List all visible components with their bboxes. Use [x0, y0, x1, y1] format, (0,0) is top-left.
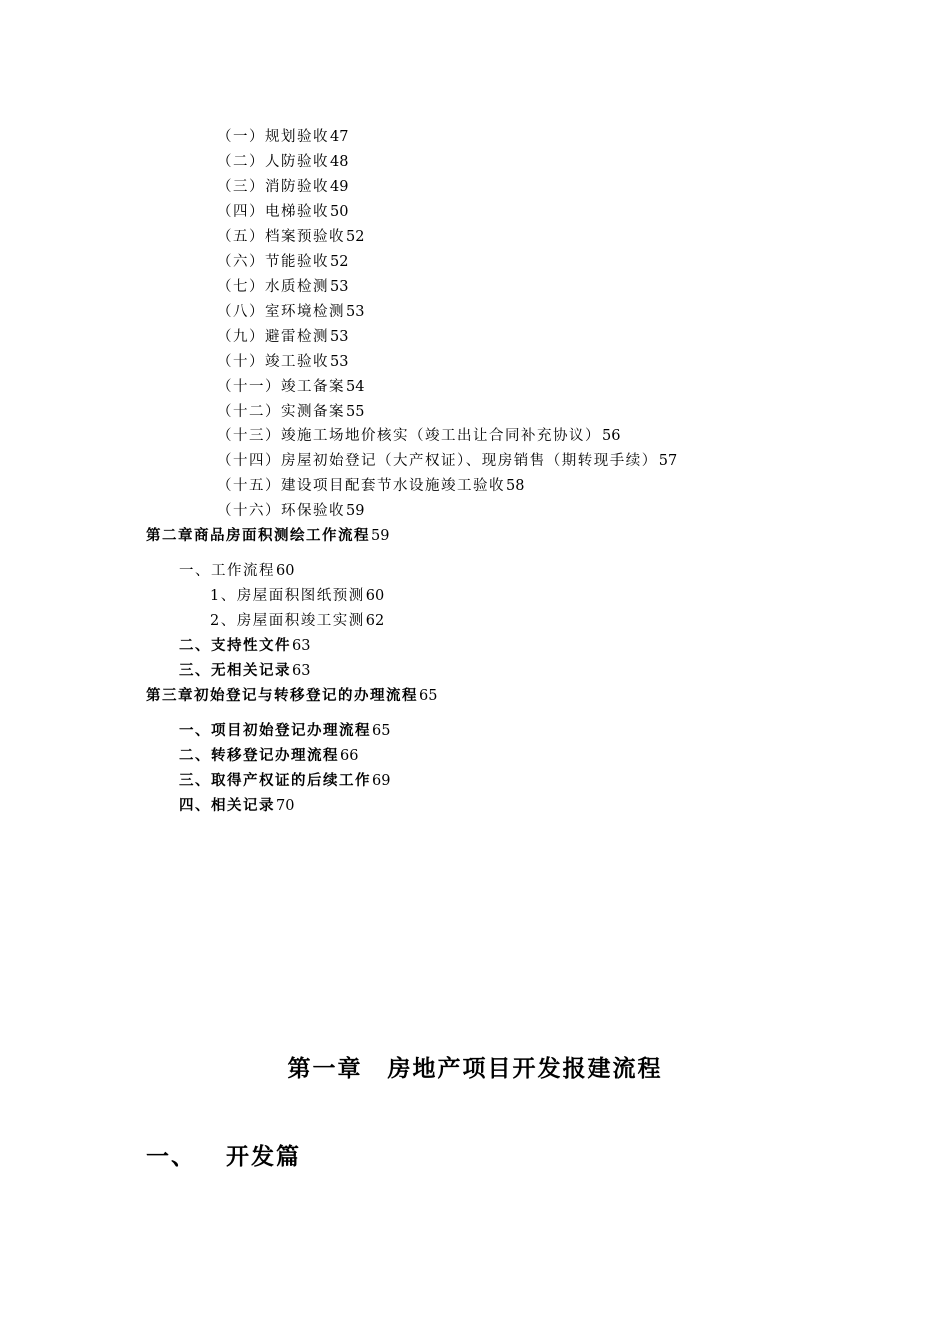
toc-item-page: 62 [365, 613, 385, 629]
toc-section[interactable] [179, 771, 390, 791]
section-number: 一、 [146, 1143, 196, 1170]
toc-entry-page: 54 [346, 379, 365, 395]
toc-section-page: 65 [372, 723, 391, 739]
toc-entry-page: 55 [346, 404, 365, 420]
toc-chapter-3[interactable] [146, 686, 437, 706]
toc-entry-page: 57 [658, 453, 678, 469]
toc-entry-page: 53 [346, 304, 365, 320]
toc-chapter-label: 第三章初始登记与转移登记的办理流程 [146, 687, 418, 704]
toc-chapter-2[interactable] [146, 526, 389, 546]
toc-entry[interactable] [217, 426, 620, 446]
toc-entry-page: 52 [346, 229, 365, 245]
toc-item[interactable] [210, 611, 384, 631]
toc-section-page: 63 [292, 638, 311, 654]
toc-section[interactable] [179, 661, 310, 681]
toc-entry[interactable] [217, 277, 348, 297]
toc-entry[interactable] [217, 352, 348, 372]
toc-section-page: 70 [276, 798, 295, 814]
toc-entry-page: 53 [330, 279, 349, 295]
toc-section[interactable] [179, 721, 390, 741]
toc-entry-page: 52 [330, 254, 349, 270]
toc-entry-label: （十四）房屋初始登记（大产权证）、现房销售（期转现手续） [217, 453, 658, 469]
toc-entry-label: （十三）竣施工场地价核实（竣工出让合同补充协议） [217, 428, 601, 444]
toc-entry-label: （五）档案预验收 [217, 229, 345, 245]
toc-section[interactable] [179, 746, 358, 766]
toc-item-label: 1、房屋面积图纸预测 [210, 588, 365, 604]
toc-entry-page: 48 [330, 154, 349, 170]
toc-entry[interactable] [217, 152, 348, 172]
toc-section-page: 63 [292, 663, 311, 679]
toc-section-label: 一、项目初始登记办理流程 [179, 722, 371, 739]
toc-entry-label: （三）消防验收 [217, 179, 329, 195]
toc-section-label: 一、工作流程 [179, 563, 275, 579]
toc-entry[interactable] [217, 127, 348, 147]
toc-entry-label: （九）避雷检测 [217, 329, 329, 345]
toc-item-page: 60 [365, 588, 385, 604]
toc-section-label: 四、相关记录 [179, 797, 275, 814]
toc-entry[interactable] [217, 327, 348, 347]
toc-section-label: 相关记录 [227, 662, 291, 679]
toc-chapter-page: 65 [419, 688, 438, 704]
toc-entry-label: （七）水质检测 [217, 279, 329, 295]
toc-entry[interactable] [217, 202, 348, 222]
toc-entry-page: 50 [330, 204, 349, 220]
toc-section-label: 二、转移登记办理流程 [179, 747, 339, 764]
toc-section[interactable] [179, 796, 294, 816]
toc-entry-page: 58 [506, 478, 525, 494]
toc-entry-label: （一）规划验收 [217, 129, 329, 145]
toc-section-label: 二、支持性文件 [179, 637, 291, 654]
toc-entry-label: （十五）建设项目配套节水设施竣工验收 [217, 478, 505, 494]
toc-entry-label: （十）竣工验收 [217, 354, 329, 370]
toc-entry[interactable] [217, 177, 348, 197]
toc-entry-label: （二）人防验收 [217, 154, 329, 170]
toc-entry-label: （八）室环境检测 [217, 304, 345, 320]
toc-chapter-page: 59 [371, 528, 390, 544]
toc-entry-page: 53 [330, 354, 349, 370]
toc-entry[interactable] [217, 227, 364, 247]
toc-entry[interactable] [217, 402, 364, 422]
toc-entry[interactable] [217, 252, 348, 272]
toc-entry[interactable] [217, 476, 524, 496]
toc-entry[interactable] [217, 451, 677, 471]
section-text: 开发篇 [226, 1143, 301, 1170]
toc-entry-page: 59 [346, 503, 365, 519]
toc-chapter-label: 第二章商品房面积测绘工作流程 [146, 527, 370, 544]
toc-entry-page: 49 [330, 179, 349, 195]
toc-entry-label: （十一）竣工备案 [217, 379, 345, 395]
toc-section-label: 三、取得产权证的后续工作 [179, 772, 371, 789]
toc-entry-label: （六）节能验收 [217, 254, 329, 270]
chapter-title: 第一章 房地产项目开发报建流程 [287, 1055, 663, 1082]
toc-entry[interactable] [217, 377, 364, 397]
toc-entry[interactable] [217, 501, 364, 521]
toc-section-page: 66 [340, 748, 359, 764]
toc-section-page: 60 [276, 563, 295, 579]
toc-section[interactable] [179, 636, 310, 656]
toc-entry-label: （十六）环保验收 [217, 503, 345, 519]
toc-entry[interactable] [217, 302, 364, 322]
toc-section[interactable] [179, 561, 294, 581]
toc-item-label: 2、房屋面积竣工实测 [210, 613, 365, 629]
toc-entry-page: 56 [602, 428, 621, 444]
toc-section-prefix: 三、无 [179, 662, 227, 679]
toc-section-page: 69 [372, 773, 391, 789]
toc-entry-label: （十二）实测备案 [217, 404, 345, 420]
toc-entry-label: （四）电梯验收 [217, 204, 329, 220]
toc-entry-page: 53 [330, 329, 349, 345]
toc-item[interactable] [210, 586, 384, 606]
section-title [146, 1138, 301, 1171]
toc-entry-page: 47 [330, 129, 349, 145]
